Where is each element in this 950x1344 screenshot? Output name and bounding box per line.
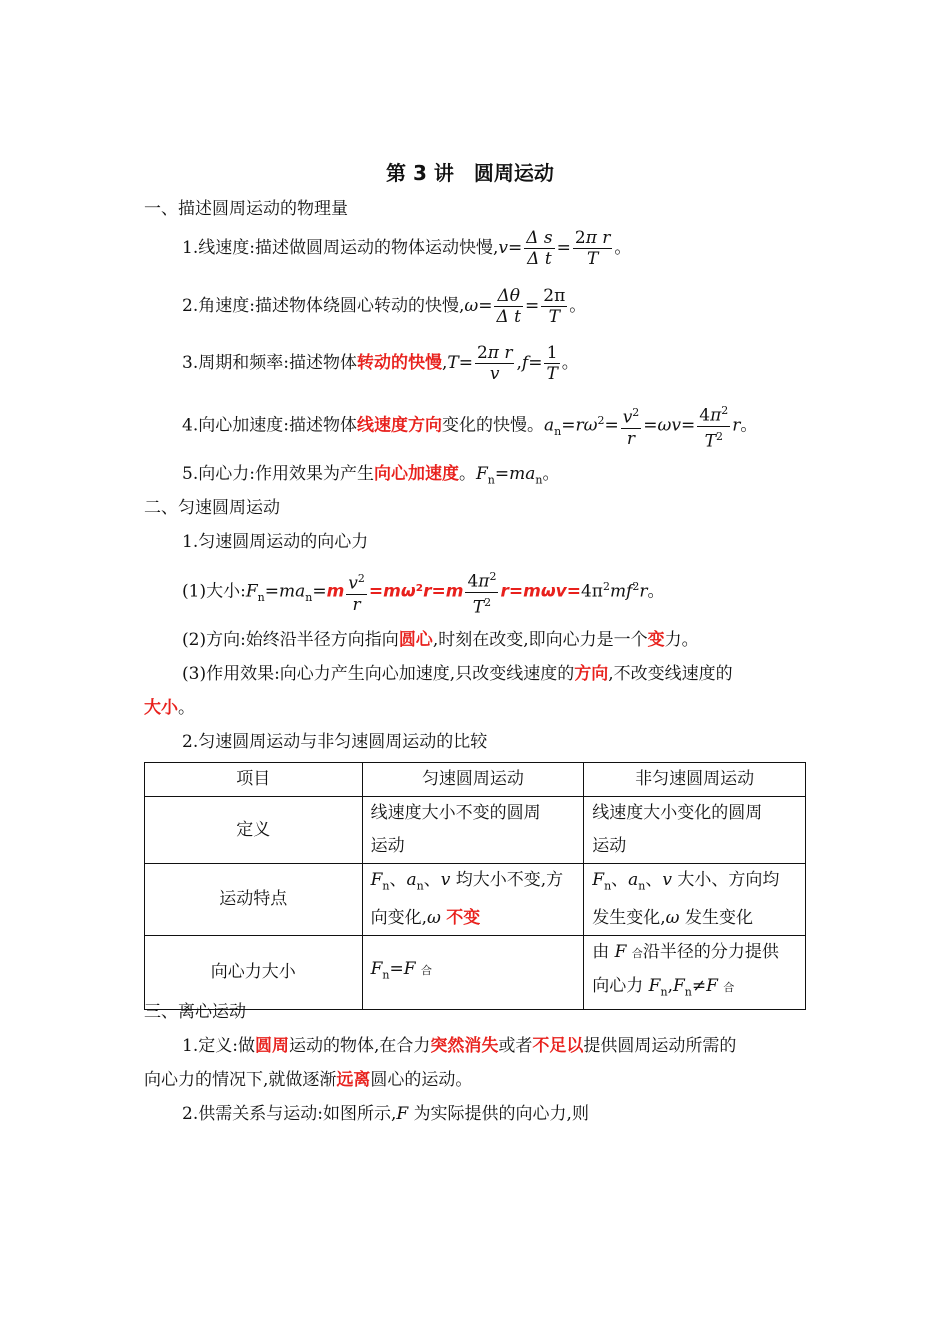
table-cell: 线速度大小不变的圆周 运动 bbox=[362, 797, 584, 864]
comparison-table bbox=[144, 762, 806, 1010]
section-2-heading: 二、匀速圆周运动 bbox=[144, 498, 280, 518]
highlight: 向心加速度 bbox=[373, 464, 459, 484]
table-header: 项目 bbox=[145, 763, 363, 797]
highlight: 远离 bbox=[336, 1070, 371, 1090]
table-row: 运动特点 $F_n$、$a_n$、v 均大小不变,方 向变化,ω 不变 $F_n$、$a_n$、v 大小、方向均 发生变化,ω 发生变化 bbox=[145, 864, 806, 936]
linear-speed-line: 1.线速度:描述做圆周运动的物体运动快慢,v= $\frac{\text{Δ s}}{\text{Δ t}}$ = $\frac{\text{2π r}}{T}$ 。 bbox=[182, 228, 632, 269]
highlight: 线速度方向 bbox=[356, 415, 442, 436]
supply-demand-line: 2.供需关系与运动:如图所示,F 为实际提供的向心力,则 bbox=[182, 1104, 589, 1124]
table-row: 向心力大小 $F_n=F$ 合 由 F 合沿半径的分力提供 向心力 $F_n,F_n\ne F$ 合 bbox=[145, 936, 806, 1009]
section-1-heading: 一、描述圆周运动的物理量 bbox=[144, 199, 348, 219]
page-title: 第 3 讲 圆周运动 bbox=[386, 161, 554, 185]
section-3-heading: 三、离心运动 bbox=[144, 1002, 246, 1022]
highlight: 变 bbox=[647, 630, 665, 650]
angular-speed-label: 2.角速度:描述物体绕圆心转动的快慢, bbox=[182, 296, 465, 316]
definition-line-2: 向心力的情况下,就做逐渐远离圆心的运动。 bbox=[144, 1070, 473, 1090]
effect-line-2: 大小。 bbox=[144, 698, 195, 718]
force-line: 5.向心力:作用效果为产生向心加速度。$F_n=ma_n$。 bbox=[182, 464, 560, 487]
acceleration-line: 4.向心加速度:描述物体线速度方向变化的快慢。$a_n=r\omega^2=$ $\frac{v^2}{r}$ =ωv= $\frac{4\pi^2}{T^2}$ r。 bbox=[182, 401, 757, 451]
table-cell: 由 F 合沿半径的分力提供 向心力 $F_n,F_n\ne F$ 合 bbox=[584, 936, 806, 1009]
table-cell: 线速度大小变化的圆周 运动 bbox=[584, 797, 806, 864]
definition-line-1: 1.定义:做圆周运动的物体,在合力突然消失或者不足以提供圆周运动所需的 bbox=[182, 1036, 737, 1056]
subsection-1: 1.匀速圆周运动的向心力 bbox=[182, 532, 369, 552]
table-cell: $F_n=F$ 合 bbox=[362, 936, 584, 1009]
highlight: 转动的快慢 bbox=[356, 353, 442, 373]
table-header: 非匀速圆周运动 bbox=[584, 763, 806, 797]
table-header-row bbox=[145, 763, 806, 797]
highlight: 大小 bbox=[144, 698, 178, 718]
highlight: 突然消失 bbox=[430, 1036, 499, 1056]
size-line: (1)大小$:F_n=ma_n=m$ $\frac{v^2}{r}$ =mω²r=m $\frac{4\pi^2}{T^2}$ $r=m\omega v=4\pi^2mf^2r$。 bbox=[182, 567, 665, 617]
linear-speed-label: 1.线速度:描述做圆周运动的物体运动快慢, bbox=[182, 238, 499, 258]
effect-line-1: (3)作用效果:向心力产生向心加速度,只改变线速度的方向,不改变线速度的 bbox=[182, 664, 733, 684]
table-row: 定义 线速度大小不变的圆周 运动 线速度大小变化的圆周 运动 bbox=[145, 797, 806, 864]
direction-line: (2)方向:始终沿半径方向指向圆心,时刻在改变,即向心力是一个变力。 bbox=[182, 630, 699, 650]
table-cell: $F_n$、$a_n$、v 均大小不变,方 向变化,ω 不变 bbox=[362, 864, 584, 936]
highlight: 圆周 bbox=[254, 1036, 289, 1056]
subsection-2: 2.匀速圆周运动与非匀速圆周运动的比较 bbox=[182, 732, 488, 752]
angular-speed-line: 2.角速度:描述物体绕圆心转动的快慢,ω= $\frac{\Delta\theta}{\text{Δ t}}$ = $\frac{2\pi}{T}$ 。 bbox=[182, 286, 587, 327]
period-line: 3.周期和频率:描述物体转动的快慢,T= $\frac{\text{2π r}}{v}$ ,f= $\frac{1}{T}$ 。 bbox=[182, 343, 579, 384]
highlight: 不足以 bbox=[532, 1036, 584, 1056]
table-header: 匀速圆周运动 bbox=[362, 763, 584, 797]
table-cell: $F_n$、$a_n$、v 大小、方向均 发生变化,ω 发生变化 bbox=[584, 864, 806, 936]
highlight: 圆心 bbox=[398, 630, 433, 650]
highlight: 方向 bbox=[574, 664, 609, 684]
